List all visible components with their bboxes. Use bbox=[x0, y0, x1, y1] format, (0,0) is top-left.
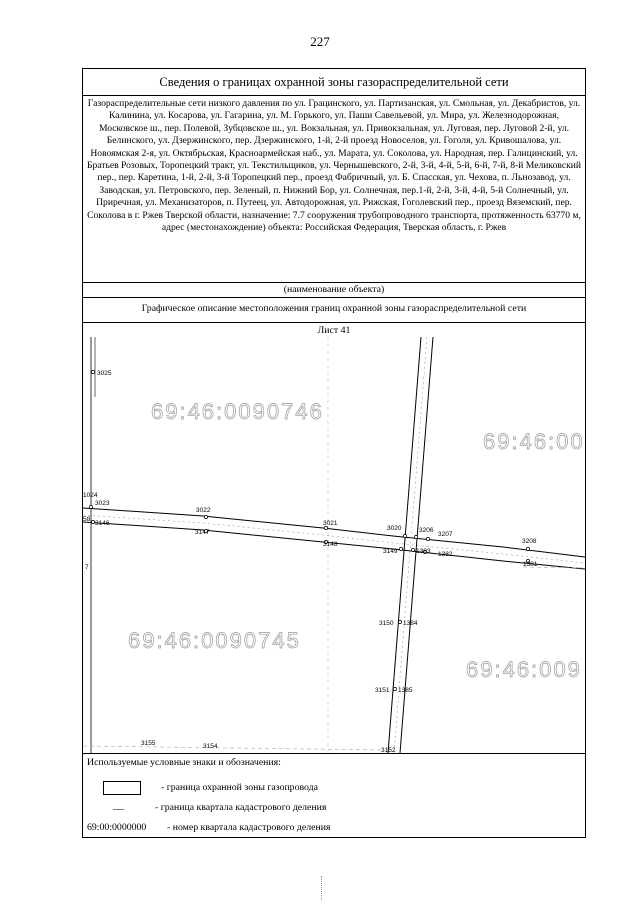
point-marker bbox=[398, 620, 401, 623]
map-drawing bbox=[83, 337, 585, 753]
point-label: 1382 bbox=[438, 551, 453, 558]
point-label: 1384 bbox=[403, 620, 418, 627]
point-label: 3207 bbox=[438, 531, 453, 538]
point-label: 3021 bbox=[323, 520, 338, 527]
bottom-boundary-line bbox=[83, 746, 383, 750]
point-label: 58 bbox=[83, 516, 91, 523]
point-label: 1381 bbox=[523, 561, 538, 568]
legend-zone-boundary-symbol bbox=[103, 781, 141, 795]
point-label: 3154 bbox=[203, 743, 218, 750]
point-label: 3155 bbox=[141, 740, 156, 747]
page-number: 227 bbox=[310, 34, 330, 49]
point-label: 3208 bbox=[522, 538, 537, 545]
legend-quarter-number-symbol: 69:00:0000000 bbox=[87, 822, 147, 833]
object-description: Газораспределительные сети низкого давления по ул. Грацинского, ул. Партизанская, ул. Смольная, ул. Декабристов, ул. Калинина, ул. Косарова, ул. Гагарина, ул. М. Горького, ул. Паши Савельевой, ул. Мира, ул. Железнодорожная, Московское ш., пер. Полевой, Зубцовское ш., ул. Вокзальная, ул. Привокзальная, ул. Луговая, пер. Луговой 2-й, ул. Белинского, ул. Дзержинского, пер. Дзержинского, 1-й, 2-й проезд Новоселов, ул. Гоголя, ул. Кривошалова, ул. Новоямская 2-я, ул. Октябрьская, Красноармейская наб., ул. Марата, ул. Соколова, ул. Народная, пер. Галицинский, ул. Братьев Розовых, Торопецкий тракт, ул. Текстильщиков, ул. Чернышевского, 2-й, 3-й, 4-й, 5-й, 6-й, 7-й, 8-й Меликовский пер., пер. Каретина, 1-й, 2-й, 3-й Торопецкий пер., проезд Фабричный, ул. Б. Спасская, ул. Чехова, п. Льнозавод, ул. Заводская, ул. Петровского, пер. Зеленый, п. Нижний Бор, ул. Солнечная, пер.1-й, 2-й, 3-й, 4-й, 5-й Солнечный, ул. Приречная, ул. Механизаторов, п. Путеец, ул. Автодорожная, ул. Рижская, Гоголевский пер., проезд Вяземский, пер. Соколова в г. Ржев Тверской области, назначение: 7.7 сооружения трубопроводного транспорта, протяженность 63770 м, адрес (местонахождение) объекта: Российская Федерация, Тверская область, г. Ржев bbox=[86, 98, 582, 234]
point-label: 3150 bbox=[379, 620, 394, 627]
cadastral-label-1: 69:46:0090746 bbox=[151, 399, 324, 424]
section-title: Сведения о границах охранной зоны газораспределительной сети bbox=[83, 69, 585, 96]
point-marker bbox=[414, 535, 417, 538]
legend-heading: Используемые условные знаки и обозначения: bbox=[87, 757, 281, 768]
point-label: 3023 bbox=[95, 500, 110, 507]
point-label: 3148 bbox=[323, 541, 338, 548]
cadastral-label-4: 69:46:009 bbox=[466, 657, 582, 682]
cadastral-label-3: 69:46:0090745 bbox=[128, 628, 301, 653]
legend-quarter-boundary-text: - граница квартала кадастрового деления bbox=[155, 802, 327, 813]
point-marker bbox=[91, 370, 94, 373]
point-marker bbox=[393, 687, 396, 690]
cadastral-label-2: 69:46:00 bbox=[483, 429, 585, 454]
legend-zone-boundary-text: - граница охранной зоны газопровода bbox=[161, 782, 318, 793]
point-label: 7 bbox=[85, 564, 89, 571]
cadastral-map bbox=[83, 337, 585, 754]
scan-artifact-line bbox=[321, 876, 323, 900]
point-label: 1385 bbox=[398, 687, 413, 694]
point-label: 3151 bbox=[375, 687, 390, 694]
point-label: 3025 bbox=[97, 370, 112, 377]
point-label: 1383 bbox=[416, 548, 431, 555]
point-marker bbox=[403, 534, 406, 537]
point-marker bbox=[204, 515, 207, 518]
point-label: 1024 bbox=[83, 492, 98, 499]
graphic-description-title: Графическое описание местоположения границ охранной зоны газораспределительной сети bbox=[83, 296, 585, 323]
point-label: 3152 bbox=[381, 747, 396, 753]
point-marker bbox=[411, 548, 414, 551]
point-marker bbox=[526, 547, 529, 550]
point-label: 3020 bbox=[387, 525, 402, 532]
point-label: 3149 bbox=[383, 548, 398, 555]
point-labels bbox=[83, 370, 538, 753]
sheet-number: Лист 41 bbox=[317, 325, 351, 336]
legend-quarter-boundary-symbol: — bbox=[113, 803, 124, 815]
zone-boundary-upper bbox=[83, 508, 585, 557]
point-marker bbox=[89, 505, 92, 508]
point-label: 3147 bbox=[195, 529, 210, 536]
point-label: 3146 bbox=[95, 520, 110, 527]
legend-quarter-number-text: - номер квартала кадастрового деления bbox=[167, 822, 331, 833]
document-frame bbox=[82, 68, 586, 838]
point-marker bbox=[399, 547, 402, 550]
object-name-caption: (наименование объекта) bbox=[83, 282, 585, 298]
point-label: 3022 bbox=[196, 507, 211, 514]
point-label: 3206 bbox=[419, 527, 434, 534]
point-marker bbox=[426, 537, 429, 540]
